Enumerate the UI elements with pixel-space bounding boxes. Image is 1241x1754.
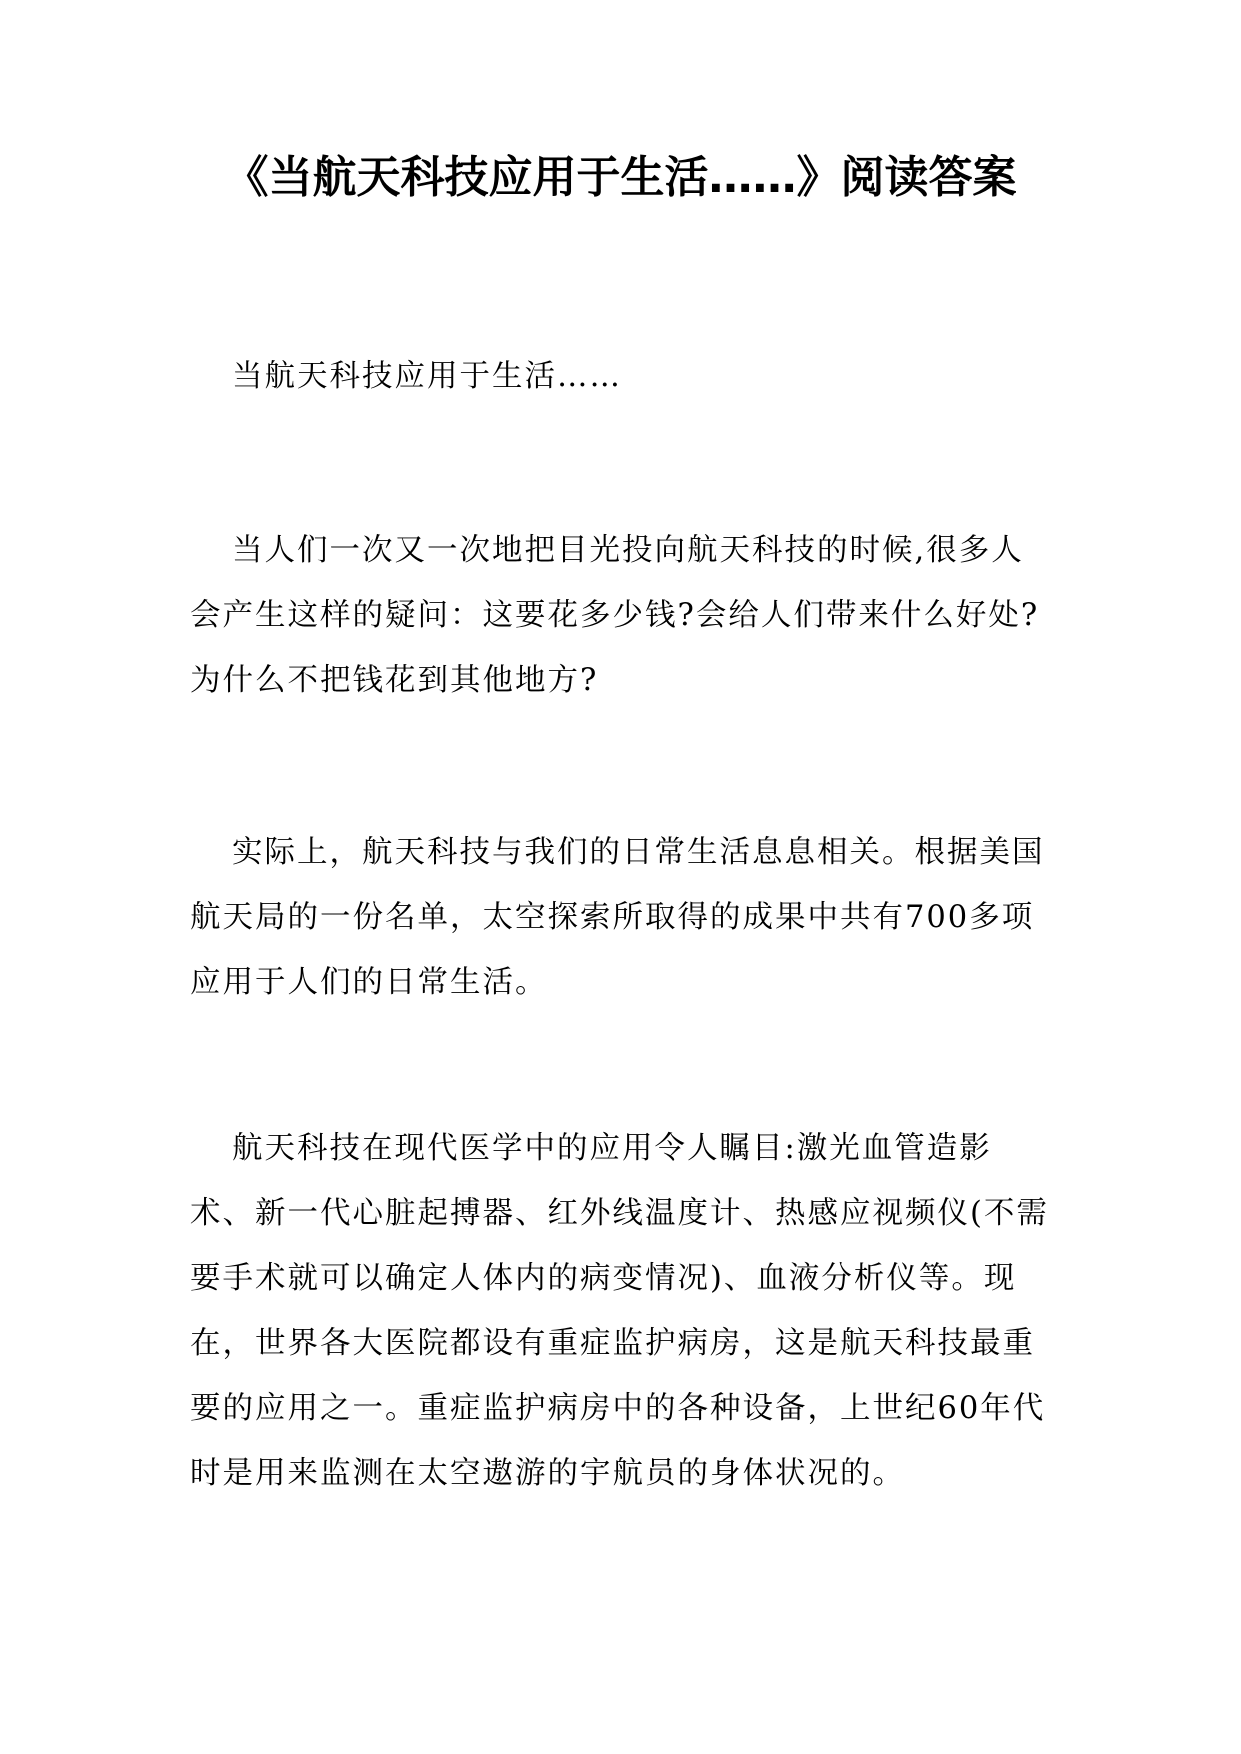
paragraph: 航天科技在现代医学中的应用令人瞩目:激光血管造影术、新一代心脏起搏器、红外线温度计、热感应视频仪(不需要手术就可以确定人体内的病变情况)、血液分析仪等。现在，世界各大医院都设有重症监护病房，这是航天科技最重要的应用之一。重症监护病房中的各种设备，上世纪60年代时是用来监测在太空遨游的宇航员的身体状况的。 [190, 1131, 1049, 1491]
document-title: 《当航天科技应用于生活……》阅读答案 [224, 152, 1017, 203]
article-subtitle: 当航天科技应用于生活…… [232, 359, 622, 394]
paragraph: 当人们一次又一次地把目光投向航天科技的时候,很多人会产生这样的疑问：这要花多少钱?会给人们带来什么好处?为什么不把钱花到其他地方? [190, 533, 1040, 698]
paragraph: 实际上，航天科技与我们的日常生活息息相关。根据美国航天局的一份名单，太空探索所取得的成果中共有700多项应用于人们的日常生活。 [190, 835, 1045, 1000]
